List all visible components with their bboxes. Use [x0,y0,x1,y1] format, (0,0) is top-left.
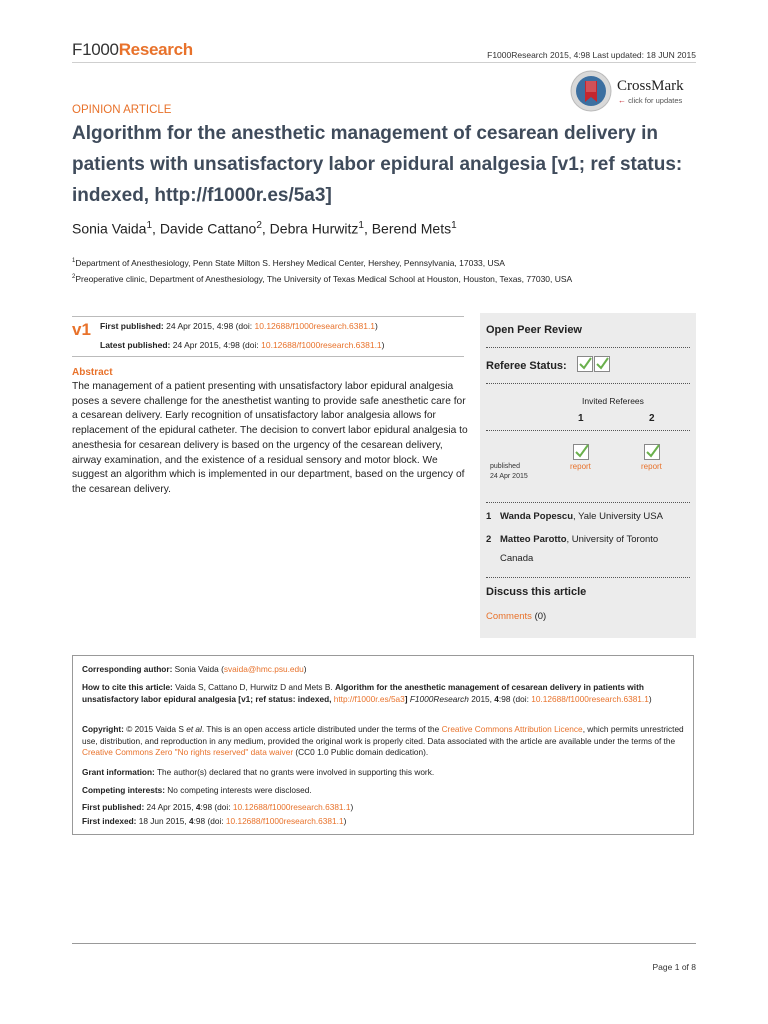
latest-published-doi-link[interactable]: 10.12688/f1000research.6381.1 [261,340,382,350]
grant-label: Grant information: [82,767,155,777]
comments-row [486,611,546,622]
referee-name: Wanda Popescu [500,511,574,522]
first-indexed-info [82,816,688,828]
grant-info [82,767,688,779]
first-pub-rest: :98 (doi: [200,802,233,812]
discuss-heading: Discuss this article [486,586,587,598]
referee-column-2: 2 [649,413,655,424]
affiliation [72,258,505,268]
grant-text: The author(s) declared that no grants were involved in supporting this work. [154,767,435,777]
cite-year: 2015, [468,693,495,704]
close-paren: ) [303,664,307,674]
author-affil: 1 [358,220,364,231]
report-link-2[interactable]: report [641,462,662,471]
article-title: Algorithm for the anesthetic management of cesarean delivery in patients with unsatisfactory labor epidural analgesia [v1; ref status: indexed, http://f1000r.es/5a3] [72,123,683,206]
referee-num: 1 [486,511,492,522]
approved-check-icon [577,356,593,372]
first-published-value: 24 Apr 2015, 4:98 (doi: [166,321,253,331]
published-text: published [490,463,520,470]
approved-check-icon [594,356,610,372]
latest-published-row [100,340,385,350]
corresponding-label: Corresponding author: [82,664,173,674]
referee-column-1: 1 [578,413,584,424]
published-label [490,462,528,482]
first-published-info [82,802,688,814]
close-paren: ) [375,321,378,331]
first-published-row [100,321,378,331]
first-idx-label: First indexed: [82,816,137,826]
first-published-doi-link[interactable]: 10.12688/f1000research.6381.1 [254,321,376,331]
referee-institution: , University of Toronto [566,534,659,545]
article-type: OPINION ARTICLE [72,104,172,116]
report-link-1[interactable]: report [570,462,591,471]
crossmark-icon [570,70,612,112]
panel-divider [486,430,690,431]
panel-divider [486,347,690,348]
first-pub-text: 24 Apr 2015, [144,802,196,812]
journal-logo[interactable] [72,40,193,60]
header-rule [72,62,696,63]
author-name[interactable]: Sonia Vaida [72,220,147,237]
page-number: Page 1 of 8 [652,962,696,972]
email-link[interactable]: svaida@hmc.psu.edu [223,664,304,674]
affiliation-text: Preoperative clinic, Department of Anesthesiology, The University of Texas Medical School at Houston, Houston, Texas, 77030, USA [75,274,573,284]
copyright-text: (CC0 1.0 Public domain dedication). [293,747,429,758]
report-check-icon [644,444,660,460]
copyright-text: © 2015 Vaida S [123,724,187,734]
author-affil: 2 [256,220,262,231]
cc-by-link[interactable]: Creative Commons Attribution Licence [441,724,583,734]
first-pub-volume: 4 [195,802,201,812]
logo-suffix: Research [118,40,193,59]
author-sep: , [261,220,270,237]
crossmark-sub-text: click for updates [628,96,683,105]
abstract-heading: Abstract [72,367,113,378]
copyright-label: Copyright: [82,724,124,734]
report-check-icon [573,444,589,460]
close-paren: ) [343,816,347,826]
comments-count: (0) [531,611,547,622]
logo-prefix: F1000 [72,40,119,59]
close-paren: ) [648,693,652,704]
latest-published-value: 24 Apr 2015, 4:98 (doi: [172,340,259,350]
panel-divider [486,577,690,578]
cite-end: ] [404,693,408,704]
close-paren: ) [381,340,385,350]
published-date: 24 Apr 2015 [490,473,528,480]
crossmark-name: CrossMark [617,78,684,94]
pub-rule-top [72,316,464,317]
competing-label: Competing interests: [82,785,165,795]
author-name[interactable]: Davide Cattano [159,220,257,237]
invited-referees-label: Invited Referees [582,396,644,406]
crossmark-badge[interactable] [570,70,688,114]
first-idx-text: 18 Jun 2015, [136,816,189,826]
affiliation [72,274,572,284]
cc0-link[interactable]: Creative Commons Zero "No rights reserved" data waiver [82,747,294,758]
author-name[interactable]: Berend Mets [371,220,452,237]
first-idx-rest: :98 (doi: [193,816,226,826]
author-sep: , [152,220,160,237]
cite-rest: :98 (doi: [498,693,532,704]
header-meta: F1000Research 2015, 4:98 Last updated: 18 JUN 2015 [487,50,696,60]
version-label: v1 [72,320,91,339]
panel-divider [486,502,690,503]
affiliation-num: 1 [72,258,76,265]
author-sep: , [363,220,372,237]
comments-link[interactable]: Comments [486,611,532,622]
cite-volume: 4 [494,693,499,704]
copyright [82,724,688,759]
cite-authors: Vaida S, Cattano D, Hurwitz D and Mets B. [172,682,335,692]
author-list [72,220,457,237]
affiliation-num: 2 [72,274,76,281]
affiliation-text: Department of Anesthesiology, Penn State Milton S. Hershey Medical Center, Hershey, Pennsylvania, 17033, USA [75,258,505,268]
first-pub-label: First published: [82,802,145,812]
arrow-left-icon: ← [618,96,626,105]
copyright-text: . This is an open access article distributed under the terms of the [201,724,442,734]
cite-journal: F1000Research [407,693,469,704]
cite-title: Algorithm for the anesthetic management of cesarean delivery in patients with unsatisfactory labor epidural analgesia [v1; ref status: indexed, [82,682,644,704]
referee-institution-cont: Canada [500,553,534,564]
referee-status-label: Referee Status: [486,360,567,372]
referee-entry [486,534,658,545]
author-name[interactable]: Debra Hurwitz [269,220,359,237]
corresponding-name: Sonia Vaida ( [172,664,224,674]
copyright-text: , which permits unrestricted use, distribution, and reproduction in any medium, provided the original work is properly cited. Data associated with the article are available under the terms of the [82,724,684,746]
cite-label: How to cite this article: [82,682,173,692]
corresponding-author [82,664,688,676]
footer-rule [72,943,696,944]
cite-url-link[interactable]: http://f1000r.es/5a3 [333,693,405,704]
close-paren: ) [350,802,354,812]
abstract-text: The management of a patient presenting with unsatisfactory labor epidural analgesia poses a severe challenge for the anesthetist wanting to provide safe anesthetic care for a cesarean delivery. Early recognition of unsatisfactory labor analgesia allows for replacement of the epidural catheter. The decision to convert labor epidural analgesia to anesthesia for cesarean delivery is based on the urgency of the cesarean delivery, airway examination, and the existence of a residual sensory and motor block. We suggest an algorithm which is implemented in our department, based on the urgency of the cesarean delivery. [72,381,468,495]
first-pub-doi-link[interactable]: 10.12688/f1000research.6381.1 [232,802,351,812]
pub-rule-bottom [72,356,464,357]
peer-review-heading: Open Peer Review [486,324,582,336]
referee-num: 2 [486,534,492,545]
cite-doi-link[interactable]: 10.12688/f1000research.6381.1 [531,693,649,704]
first-idx-doi-link[interactable]: 10.12688/f1000research.6381.1 [225,816,344,826]
citation [82,682,688,705]
author-affil: 1 [451,220,457,231]
referee-name: Matteo Parotto [500,534,567,545]
latest-published-label: Latest published: [100,340,171,350]
referee-institution: , Yale University USA [573,511,663,522]
crossmark-sub [618,96,682,105]
panel-divider [486,383,690,384]
copyright-etal: et al [186,724,202,734]
competing-text: No competing interests were disclosed. [164,785,312,795]
first-idx-volume: 4 [189,816,194,826]
author-affil: 1 [146,220,153,231]
first-published-label: First published: [100,321,164,331]
competing-interests [82,785,688,797]
referee-entry [486,511,663,522]
